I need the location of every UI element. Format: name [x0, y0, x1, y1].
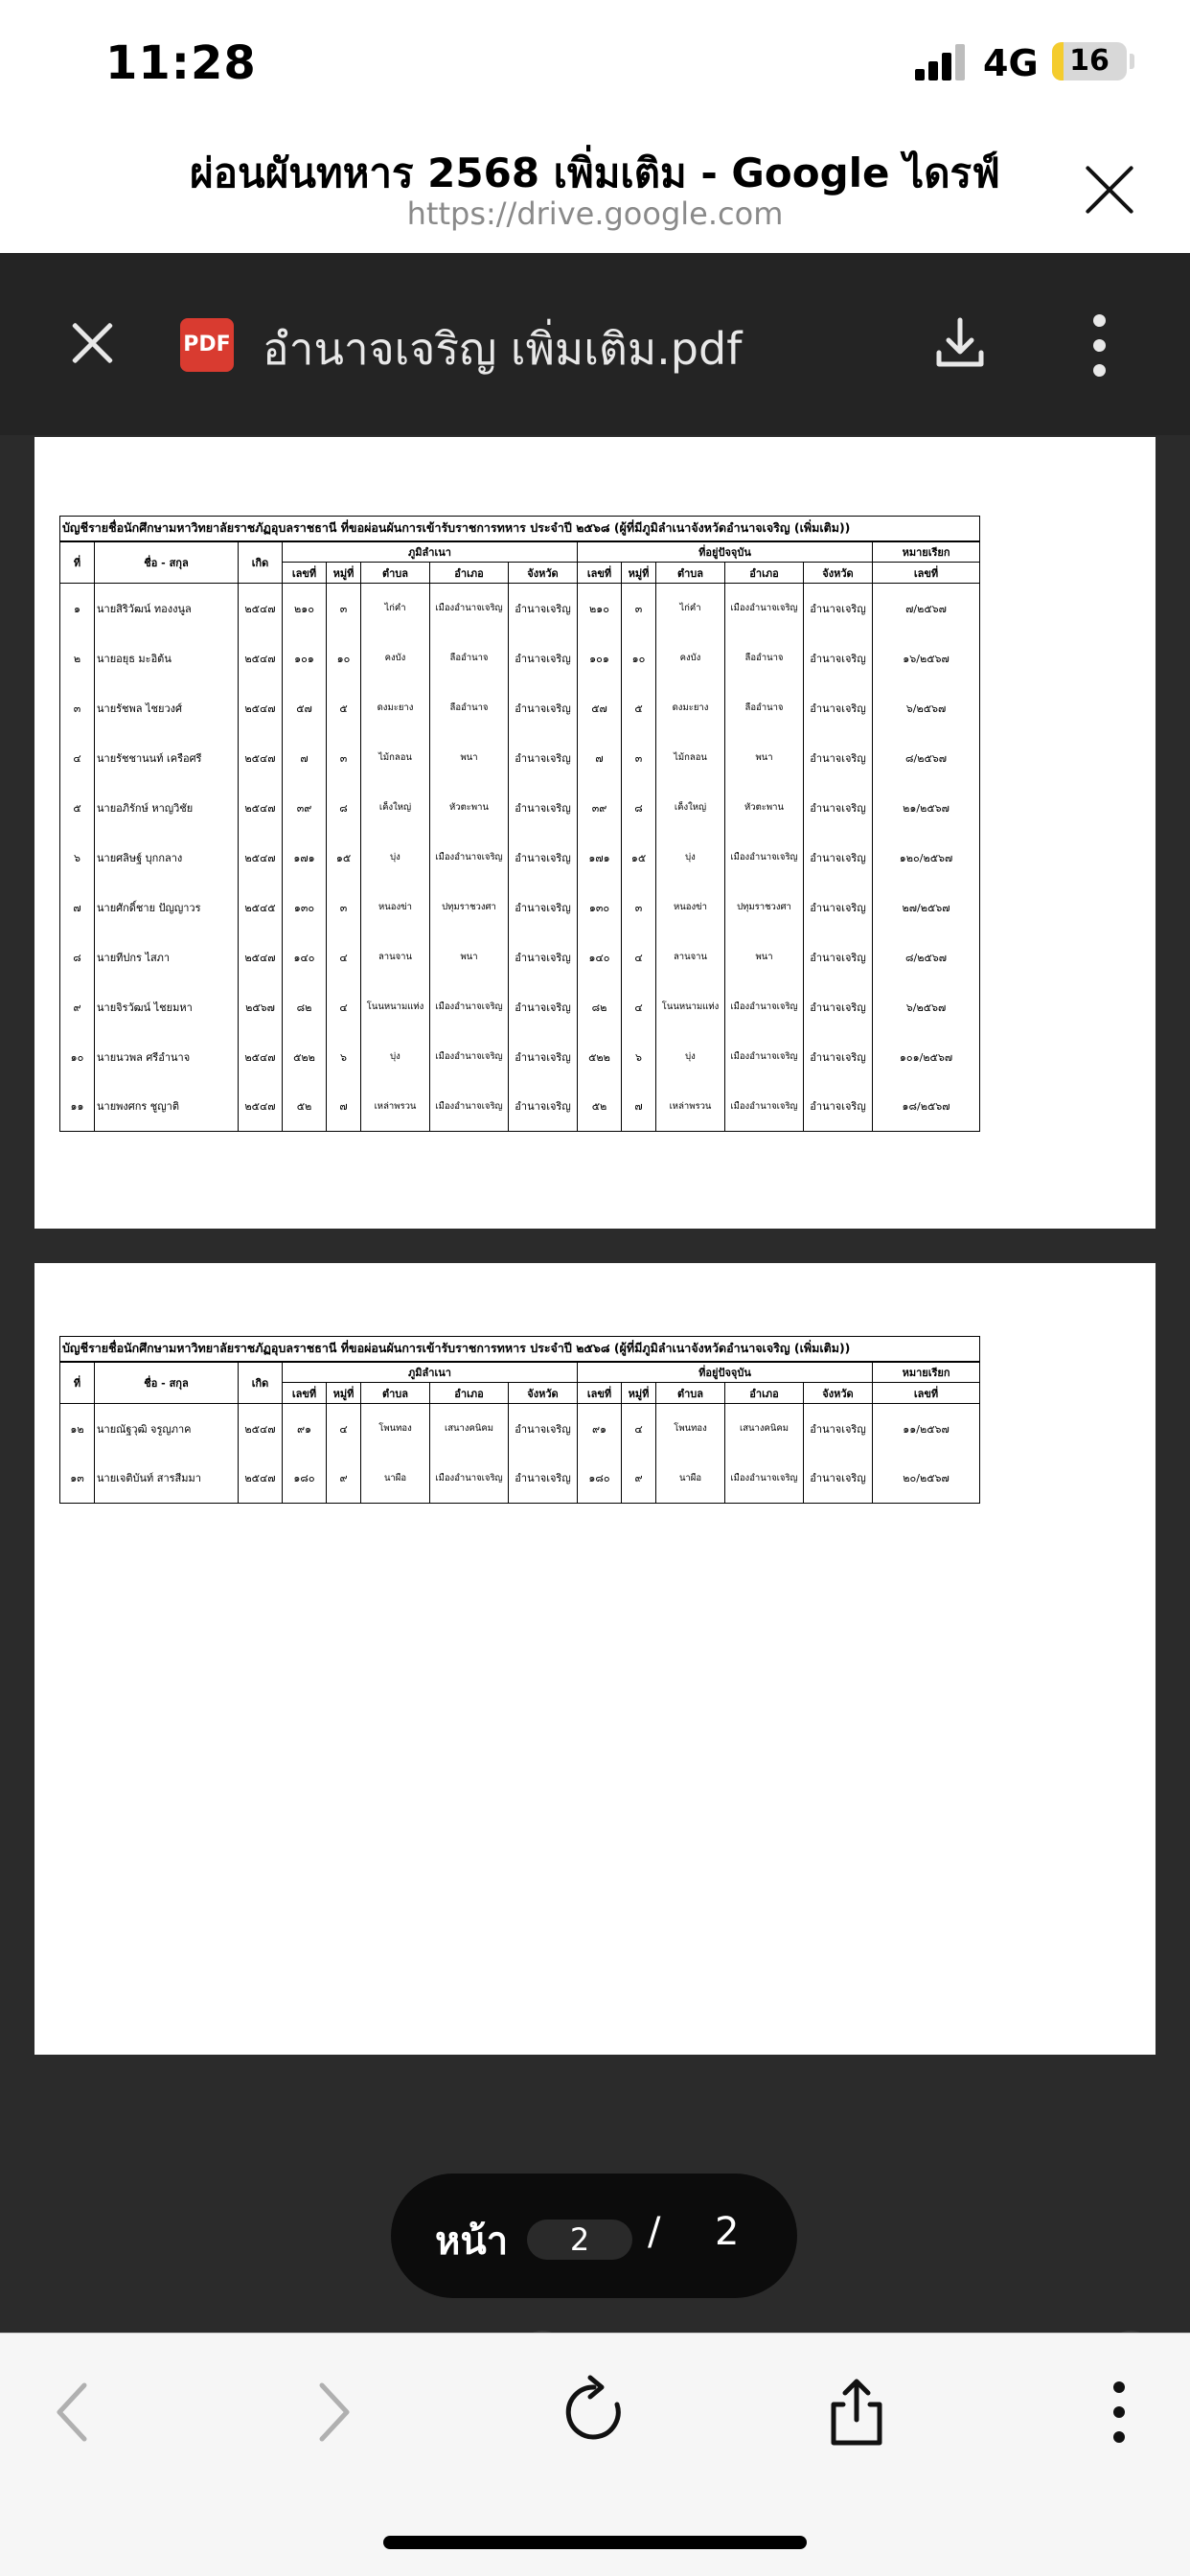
table-cell: ปทุมราชวงศา — [430, 883, 509, 932]
table-row — [60, 833, 980, 883]
table-cell: ๖ — [622, 1032, 656, 1082]
table-row — [60, 932, 980, 982]
table-cell: ๒๕๔๗ — [239, 1454, 283, 1504]
table-cell: ดงมะยาง — [656, 683, 725, 733]
header-current-address-group: ที่อยู่ปัจจุบัน — [578, 1362, 873, 1383]
table-cell: นายพงศกร ชูญาติ — [95, 1082, 239, 1132]
table-cell: หัวตะพาน — [725, 783, 804, 833]
header-column: ตำบล — [361, 563, 430, 584]
table-cell: ลืออำนาจ — [430, 633, 509, 683]
table-cell: ๑๒ — [60, 1404, 95, 1454]
table-cell: ๕๒ — [283, 1082, 327, 1132]
table-cell: ๒๕๔๗ — [239, 1404, 283, 1454]
header-column: ตำบล — [361, 1383, 430, 1404]
table-cell: อำนาจเจริญ — [804, 833, 873, 883]
table-cell: ๑ — [60, 584, 95, 633]
table-cell: อำนาจเจริญ — [804, 932, 873, 982]
table-cell: อำนาจเจริญ — [804, 1032, 873, 1082]
table-cell: อำนาจเจริญ — [509, 982, 578, 1032]
table-row — [60, 783, 980, 833]
table-cell: โนนหนามแท่ง — [656, 982, 725, 1032]
table-cell: พนา — [430, 733, 509, 783]
table-cell: ไม้กลอน — [656, 733, 725, 783]
table-cell: นาผือ — [361, 1454, 430, 1504]
table-cell: ๑๐๑/๒๕๖๗ — [873, 1032, 980, 1082]
table-cell: ๙ — [327, 1454, 361, 1504]
table-cell: ๕ — [60, 783, 95, 833]
table-cell: ๒๕๔๗ — [239, 833, 283, 883]
table-cell: ลานจาน — [361, 932, 430, 982]
table-cell: ๑๔๐ — [283, 932, 327, 982]
table-cell: เหล่าพรวน — [361, 1082, 430, 1132]
table-row — [60, 1454, 980, 1504]
table-cell: ๖/๒๕๖๗ — [873, 683, 980, 733]
header-summons-group: หมายเรียก — [873, 1362, 980, 1383]
more-options-icon[interactable] — [1081, 314, 1119, 378]
header-column: อำเภอ — [430, 563, 509, 584]
table-cell: พนา — [725, 932, 804, 982]
table-cell: เสนางคนิคม — [725, 1404, 804, 1454]
table-cell: อำนาจเจริญ — [804, 783, 873, 833]
home-indicator — [383, 2536, 807, 2549]
table-cell: นายรัชพล ไชยวงศ์ — [95, 683, 239, 733]
student-table-page-1 — [59, 516, 980, 1132]
table-cell: ๘๒ — [578, 982, 622, 1032]
table-cell: เมืองอำนาจเจริญ — [725, 1454, 804, 1504]
pdf-page-2 — [34, 1263, 1156, 2055]
table-cell: ๑๐๑ — [283, 633, 327, 683]
table-cell: อำนาจเจริญ — [509, 584, 578, 633]
table-row — [60, 733, 980, 783]
table-cell: เค็งใหญ่ — [656, 783, 725, 833]
current-page-input[interactable]: 2 — [527, 2220, 632, 2260]
table-cell: ๔ — [622, 932, 656, 982]
student-table-page-2 — [59, 1336, 980, 1504]
table-cell: ๘๒ — [283, 982, 327, 1032]
table-cell: ๖ — [60, 833, 95, 883]
table-cell: ๕๒ — [578, 1082, 622, 1132]
table-cell: อำนาจเจริญ — [804, 683, 873, 733]
table-cell: ๓ — [60, 683, 95, 733]
table-row — [60, 1082, 980, 1132]
header-column: จังหวัด — [509, 1383, 578, 1404]
table-cell: ๑๘/๒๕๖๗ — [873, 1082, 980, 1132]
table-cell: ไก่คำ — [656, 584, 725, 633]
table-cell: อำนาจเจริญ — [804, 633, 873, 683]
table-cell: ๑๑ — [60, 1082, 95, 1132]
table-cell: บุ่ง — [656, 833, 725, 883]
table-cell: นายเจติบันท์ สารสีมมา — [95, 1454, 239, 1504]
table-cell: ๘ — [60, 932, 95, 982]
header-column: ตำบล — [656, 563, 725, 584]
table-cell: อำนาจเจริญ — [509, 1032, 578, 1082]
page-title: ผ่อนผันทหาร 2568 เพิ่มเติม - Google ไดรฟ์ — [190, 150, 1000, 196]
table-cell: เมืองอำนาจเจริญ — [725, 1032, 804, 1082]
header-column: ตำบล — [656, 1383, 725, 1404]
table-cell: นายจิรวัฒน์ ไชยมหา — [95, 982, 239, 1032]
table-cell: โนนหนามแท่ง — [361, 982, 430, 1032]
table-cell: ๓ — [327, 584, 361, 633]
header-column: หมู่ที่ — [327, 563, 361, 584]
table-cell: ๘/๒๕๖๗ — [873, 733, 980, 783]
table-cell: ๗/๒๕๖๗ — [873, 584, 980, 633]
more-menu-icon[interactable] — [1081, 2374, 1157, 2450]
table-cell: ๙ — [622, 1454, 656, 1504]
header-column: จังหวัด — [804, 563, 873, 584]
header-column: จังหวัด — [509, 563, 578, 584]
table-caption: บัญชีรายชื่อนักศึกษามหาวิทยาลัยราชภัฏอุบลราชธานี ที่ขอผ่อนผันการเข้ารับราชการทหาร ประจำปี ๒๕๖๘ (ผู้ที่มีภูมิลำเนาจังหวัดอำนาจเจริญ (เพิ่มเติม)) — [60, 1337, 980, 1362]
table-cell: ๓ — [327, 883, 361, 932]
table-cell: นายศลิษฐ์ บุกกลาง — [95, 833, 239, 883]
header-no: ที่ — [60, 541, 95, 584]
table-cell: นาผือ — [656, 1454, 725, 1504]
table-cell: ๗ — [578, 733, 622, 783]
page-url[interactable]: https://drive.google.com — [406, 196, 784, 232]
table-cell: ๗ — [60, 883, 95, 932]
table-cell: ๑๘๐ — [578, 1454, 622, 1504]
table-cell: ๕๗ — [283, 683, 327, 733]
table-cell: ๒๗/๒๕๖๗ — [873, 883, 980, 932]
table-cell: ๔ — [60, 733, 95, 783]
table-cell: ๑๓๐ — [283, 883, 327, 932]
table-cell: ๒๕๖๗ — [239, 982, 283, 1032]
header-column: หมู่ที่ — [622, 1383, 656, 1404]
table-cell: ๒ — [60, 633, 95, 683]
table-cell: โพนทอง — [656, 1404, 725, 1454]
header-column: เลขที่ — [283, 563, 327, 584]
table-cell: ๖/๒๕๖๗ — [873, 982, 980, 1032]
table-cell: ๓๙ — [283, 783, 327, 833]
table-cell: นายอยุธ มะอิต้น — [95, 633, 239, 683]
table-cell: อำนาจเจริญ — [804, 1082, 873, 1132]
reload-icon[interactable] — [556, 2374, 632, 2450]
table-cell: ๒๕๔๕ — [239, 883, 283, 932]
header-column: เลขที่ — [873, 563, 980, 584]
table-cell: เมืองอำนาจเจริญ — [430, 1454, 509, 1504]
table-cell: คงบัง — [656, 633, 725, 683]
table-cell: บุ่ง — [656, 1032, 725, 1082]
table-cell: ๕๗ — [578, 683, 622, 733]
table-cell: อำนาจเจริญ — [509, 733, 578, 783]
header-birth: เกิด — [239, 541, 283, 584]
header-column: หมู่ที่ — [622, 563, 656, 584]
table-cell: ๑๓๐ — [578, 883, 622, 932]
file-name: อำนาจเจริญ เพิ่มเติม.pdf — [263, 323, 743, 375]
table-cell: ๔ — [327, 932, 361, 982]
table-cell: ๑๓ — [60, 1454, 95, 1504]
page-indicator-label: หน้า — [435, 2220, 509, 2264]
table-cell: ๑๐ — [60, 1032, 95, 1082]
table-cell: ๘ — [327, 783, 361, 833]
browser-header — [0, 125, 1190, 253]
table-cell: นายศักดิ์ชาย ปัญญาวร — [95, 883, 239, 932]
table-cell: โพนทอง — [361, 1404, 430, 1454]
table-caption: บัญชีรายชื่อนักศึกษามหาวิทยาลัยราชภัฏอุบลราชธานี ที่ขอผ่อนผันการเข้ารับราชการทหาร ประจำปี ๒๕๖๘ (ผู้ที่มีภูมิลำเนาจังหวัดอำนาจเจริญ (เพิ่มเติม)) — [60, 517, 980, 541]
table-cell: เมืองอำนาจเจริญ — [725, 833, 804, 883]
table-cell: ๗ — [622, 1082, 656, 1132]
table-cell: อำนาจเจริญ — [509, 1454, 578, 1504]
signal-icon — [915, 44, 969, 80]
table-cell: ปทุมราชวงศา — [725, 883, 804, 932]
page-separator: / — [648, 2210, 661, 2254]
download-icon[interactable] — [931, 314, 989, 372]
table-cell: อำนาจเจริญ — [509, 1404, 578, 1454]
share-icon[interactable] — [818, 2374, 895, 2450]
table-cell: อำนาจเจริญ — [804, 733, 873, 783]
table-cell: ๗ — [283, 733, 327, 783]
table-cell: ๒๕๔๗ — [239, 1082, 283, 1132]
table-cell: พนา — [725, 733, 804, 783]
table-cell: ๑๐ — [622, 633, 656, 683]
header-column: เลขที่ — [578, 1383, 622, 1404]
table-cell: นายณัฐวุฒิ จรูญภาค — [95, 1404, 239, 1454]
table-cell: ๑๒๐/๒๕๖๗ — [873, 833, 980, 883]
table-cell: ๓ — [622, 883, 656, 932]
table-cell: เสนางคนิคม — [430, 1404, 509, 1454]
table-cell: หนองข่า — [361, 883, 430, 932]
table-cell: ๑๐ — [327, 633, 361, 683]
table-cell: ๙ — [60, 982, 95, 1032]
table-cell: อำนาจเจริญ — [509, 833, 578, 883]
table-cell: ลืออำนาจ — [430, 683, 509, 733]
table-row — [60, 1032, 980, 1082]
table-cell: ๕๒๒ — [283, 1032, 327, 1082]
table-cell: อำนาจเจริญ — [509, 683, 578, 733]
back-icon[interactable] — [36, 2374, 113, 2450]
table-row — [60, 1404, 980, 1454]
table-cell: คงบัง — [361, 633, 430, 683]
table-cell: ๕ — [327, 683, 361, 733]
table-cell: อำนาจเจริญ — [509, 932, 578, 982]
table-cell: อำนาจเจริญ — [804, 584, 873, 633]
network-type: 4G — [983, 42, 1039, 84]
table-cell: หัวตะพาน — [430, 783, 509, 833]
header-hometown-group: ภูมิลำเนา — [283, 541, 578, 563]
table-cell: ๑๔๐ — [578, 932, 622, 982]
header-name: ชื่อ - สกุล — [95, 1362, 239, 1404]
table-cell: ไก่คำ — [361, 584, 430, 633]
table-row — [60, 633, 980, 683]
table-cell: ๑๕ — [327, 833, 361, 883]
viewer-close-icon[interactable] — [69, 320, 115, 366]
header-birth: เกิด — [239, 1362, 283, 1404]
table-cell: เมืองอำนาจเจริญ — [430, 584, 509, 633]
table-cell: ดงมะยาง — [361, 683, 430, 733]
table-cell: นายรัชชานนท์ เครือศรี — [95, 733, 239, 783]
table-row — [60, 883, 980, 932]
table-cell: ๑๐๑ — [578, 633, 622, 683]
header-column: เลขที่ — [873, 1383, 980, 1404]
table-cell: ลืออำนาจ — [725, 683, 804, 733]
table-cell: อำนาจเจริญ — [804, 982, 873, 1032]
table-cell: เหล่าพรวน — [656, 1082, 725, 1132]
total-pages: 2 — [715, 2210, 740, 2254]
drive-viewer — [0, 253, 1190, 2333]
table-cell: ๕๒๒ — [578, 1032, 622, 1082]
table-row — [60, 584, 980, 633]
table-cell: ๔ — [327, 1404, 361, 1454]
status-bar — [0, 0, 1190, 125]
table-cell: ๒๐/๒๕๖๗ — [873, 1454, 980, 1504]
table-cell: เมืองอำนาจเจริญ — [725, 584, 804, 633]
table-cell: อำนาจเจริญ — [509, 633, 578, 683]
table-cell: ๓๙ — [578, 783, 622, 833]
table-cell: ๑๘๐ — [283, 1454, 327, 1504]
table-cell: อำนาจเจริญ — [804, 883, 873, 932]
table-cell: ๑๖/๒๕๖๗ — [873, 633, 980, 683]
table-cell: ๒๑/๒๕๖๗ — [873, 783, 980, 833]
header-column: อำเภอ — [430, 1383, 509, 1404]
table-cell: ลานจาน — [656, 932, 725, 982]
table-cell: ๙๑ — [578, 1404, 622, 1454]
table-cell: อำนาจเจริญ — [804, 1404, 873, 1454]
table-cell: ๒๕๔๗ — [239, 633, 283, 683]
table-cell: ๒๑๐ — [283, 584, 327, 633]
table-cell: นายทีปกร ไสภา — [95, 932, 239, 982]
table-cell: ๒๕๔๗ — [239, 932, 283, 982]
battery-tip — [1130, 54, 1134, 69]
header-column: อำเภอ — [725, 1383, 804, 1404]
table-cell: ๔ — [327, 982, 361, 1032]
table-cell: พนา — [430, 932, 509, 982]
table-cell: เค็งใหญ่ — [361, 783, 430, 833]
table-cell: ๘ — [622, 783, 656, 833]
table-row — [60, 683, 980, 733]
header-summons-group: หมายเรียก — [873, 541, 980, 563]
pdf-page-1 — [34, 437, 1156, 1229]
table-cell: ๓ — [622, 733, 656, 783]
header-current-address-group: ที่อยู่ปัจจุบัน — [578, 541, 873, 563]
table-cell: ๒๕๔๗ — [239, 733, 283, 783]
header-column: เลขที่ — [283, 1383, 327, 1404]
table-cell: บุ่ง — [361, 833, 430, 883]
table-cell: เมืองอำนาจเจริญ — [725, 1082, 804, 1132]
viewer-toolbar — [0, 253, 1190, 435]
table-cell: ๑๗๑ — [283, 833, 327, 883]
table-cell: เมืองอำนาจเจริญ — [725, 982, 804, 1032]
close-icon[interactable] — [1083, 163, 1136, 217]
table-cell: เมืองอำนาจเจริญ — [430, 982, 509, 1032]
table-cell: นายอภิรักษ์ หาญวิชัย — [95, 783, 239, 833]
table-cell: ๔ — [622, 1404, 656, 1454]
table-cell: ๒๑๐ — [578, 584, 622, 633]
header-no: ที่ — [60, 1362, 95, 1404]
table-cell: เมืองอำนาจเจริญ — [430, 1082, 509, 1132]
battery-icon — [1052, 42, 1127, 80]
table-cell: หนองข่า — [656, 883, 725, 932]
forward-icon[interactable] — [293, 2374, 370, 2450]
page-indicator — [391, 2174, 797, 2298]
table-cell: เมืองอำนาจเจริญ — [430, 833, 509, 883]
table-cell: ๙๑ — [283, 1404, 327, 1454]
table-cell: ๑๗๑ — [578, 833, 622, 883]
table-cell: ๖ — [327, 1032, 361, 1082]
table-cell: ลืออำนาจ — [725, 633, 804, 683]
table-cell: อำนาจเจริญ — [509, 883, 578, 932]
battery-level: 16 — [1069, 44, 1110, 78]
status-time: 11:28 — [105, 36, 257, 90]
table-cell: อำนาจเจริญ — [509, 1082, 578, 1132]
table-cell: นายนวพล ศรีอำนาจ — [95, 1032, 239, 1082]
header-column: เลขที่ — [578, 563, 622, 584]
table-cell: ๒๕๔๗ — [239, 584, 283, 633]
table-cell: ๑๕ — [622, 833, 656, 883]
table-cell: ๓ — [327, 733, 361, 783]
table-row — [60, 982, 980, 1032]
header-name: ชื่อ - สกุล — [95, 541, 239, 584]
table-cell: ๒๕๔๗ — [239, 1032, 283, 1082]
table-cell: ๑๑/๒๕๖๗ — [873, 1404, 980, 1454]
table-cell: บุ่ง — [361, 1032, 430, 1082]
table-cell: ๗ — [327, 1082, 361, 1132]
header-column: หมู่ที่ — [327, 1383, 361, 1404]
table-cell: ๘/๒๕๖๗ — [873, 932, 980, 982]
header-column: จังหวัด — [804, 1383, 873, 1404]
table-cell: ๒๕๔๗ — [239, 783, 283, 833]
pdf-file-icon: PDF — [180, 318, 234, 372]
table-cell: ๕ — [622, 683, 656, 733]
table-cell: นายสิริวัฒน์ ทองงนูล — [95, 584, 239, 633]
header-hometown-group: ภูมิลำเนา — [283, 1362, 578, 1383]
table-cell: อำนาจเจริญ — [509, 783, 578, 833]
table-cell: ๒๕๔๗ — [239, 683, 283, 733]
table-cell: อำนาจเจริญ — [804, 1454, 873, 1504]
table-cell: ๔ — [622, 982, 656, 1032]
header-column: อำเภอ — [725, 563, 804, 584]
table-cell: เมืองอำนาจเจริญ — [430, 1032, 509, 1082]
table-cell: ๓ — [622, 584, 656, 633]
table-cell: ไม้กลอน — [361, 733, 430, 783]
